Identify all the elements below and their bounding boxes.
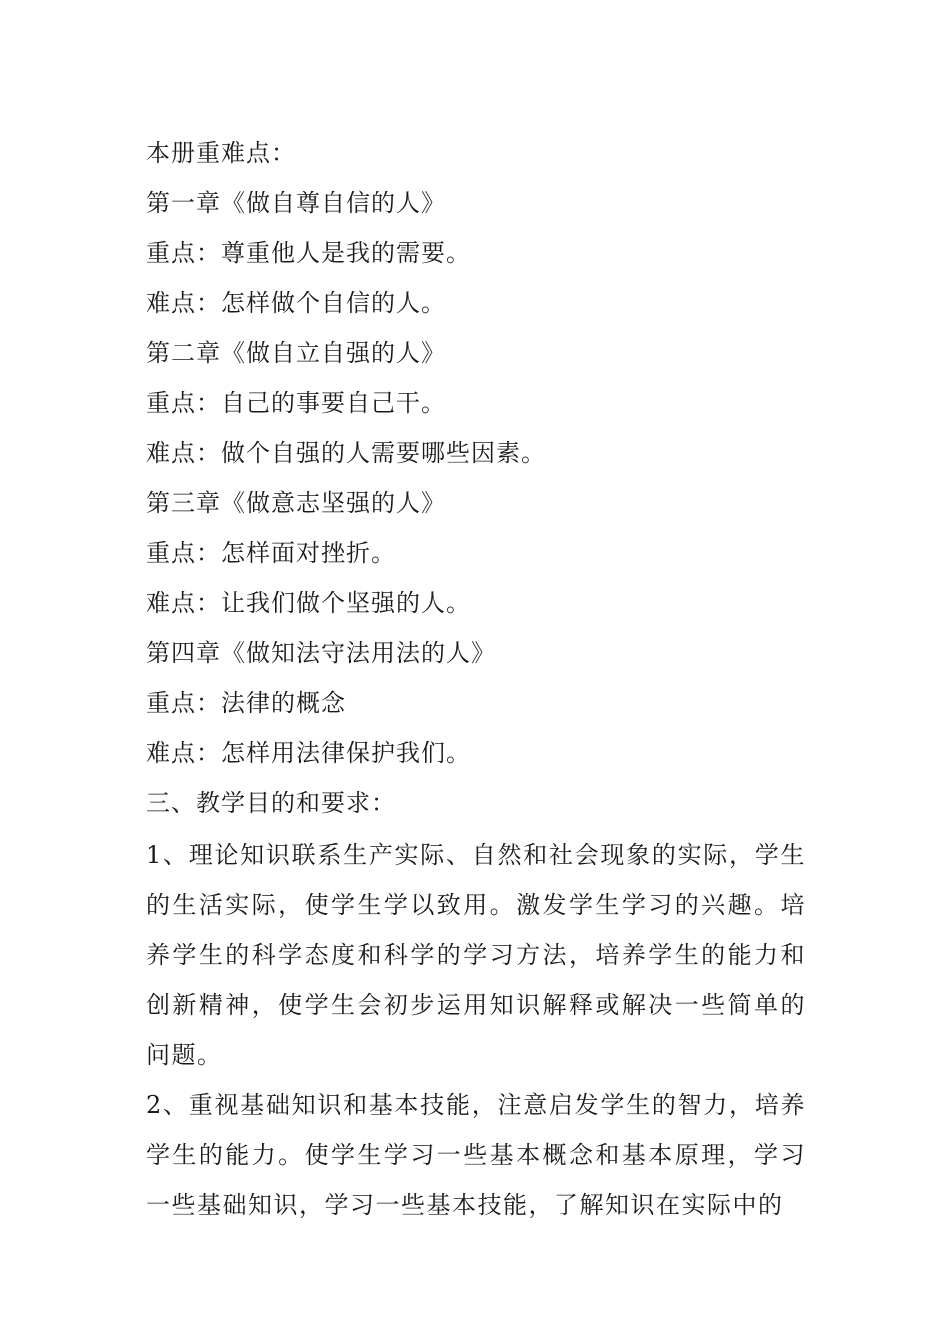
paragraph-1: 1、理论知识联系生产实际、自然和社会现象的实际，学生的生活实际，使学生学以致用。激发学生学习的兴趣。培养学生的科学态度和科学的学习方法，培养学生的能力和创新精神，使学生会初步运用知识解释或解决一些简单的问题。 [146, 841, 806, 1069]
chapter-3-difficult-point: 难点：让我们做个坚强的人。 [146, 589, 471, 617]
chapter-3-title: 第三章《做意志坚强的人》 [146, 489, 446, 517]
chapter-4-key-point: 重点：法律的概念 [146, 689, 346, 717]
section-title: 三、教学目的和要求： [146, 789, 396, 817]
chapter-4-title: 第四章《做知法守法用法的人》 [146, 639, 496, 667]
chapter-1-key-point: 重点：尊重他人是我的需要。 [146, 239, 471, 267]
chapter-2-key-point: 重点：自己的事要自己干。 [146, 389, 446, 417]
document-body [146, 128, 806, 1230]
chapter-2-difficult-point: 难点：做个自强的人需要哪些因素。 [146, 439, 546, 467]
heading: 本册重难点： [146, 139, 296, 167]
paragraph-2: 2、重视基础知识和基本技能，注意启发学生的智力，培养学生的能力。使学生学习一些基本概念和基本原理，学习一些基础知识，学习一些基本技能，了解知识在实际中的 [146, 1091, 806, 1219]
chapter-3-key-point: 重点：怎样面对挫折。 [146, 539, 396, 567]
chapter-1-difficult-point: 难点：怎样做个自信的人。 [146, 289, 446, 317]
chapter-1-title: 第一章《做自尊自信的人》 [146, 189, 446, 217]
chapter-2-title: 第二章《做自立自强的人》 [146, 339, 446, 367]
chapter-4-difficult-point: 难点：怎样用法律保护我们。 [146, 739, 471, 767]
